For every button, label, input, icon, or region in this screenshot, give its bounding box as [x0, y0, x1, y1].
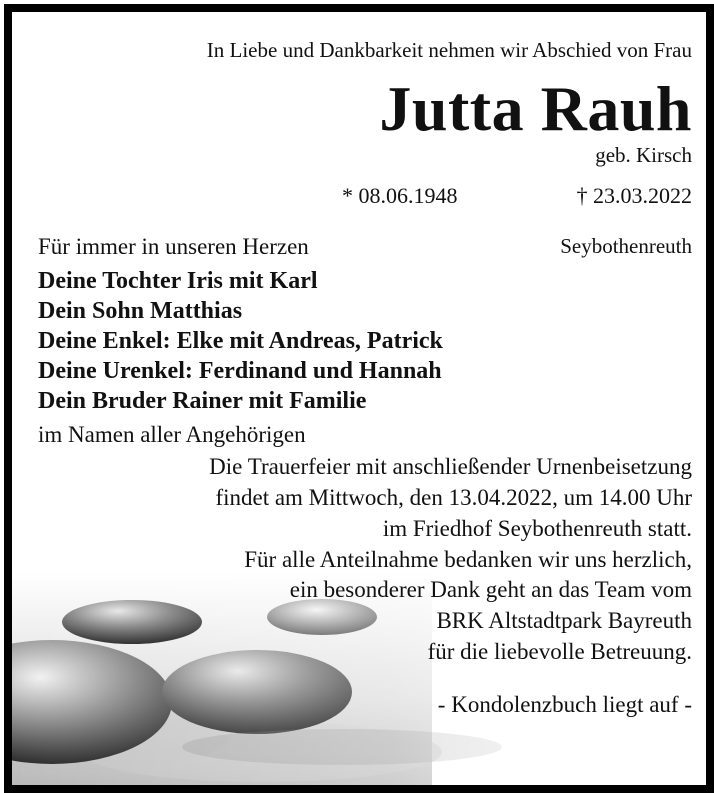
maiden-name: geb. Kirsch — [595, 143, 692, 167]
intro-text: In Liebe und Dankbarkeit nehmen wir Abschied von Frau — [206, 38, 692, 62]
birth-date: * 08.06.1948 — [342, 183, 458, 208]
thanks-line: BRK Altstadtpark Bayreuth — [436, 608, 692, 633]
service-info-line: im Friedhof Seybothenreuth statt. — [382, 516, 692, 541]
relative-line: Dein Sohn Matthias — [38, 298, 243, 324]
motto-text: Für immer in unseren Herzen — [38, 234, 309, 259]
thanks-line: ein besonderer Dank geht an das Team vom — [289, 577, 692, 602]
place-name: Seybothenreuth — [560, 234, 692, 258]
relative-line: Deine Enkel: Elke mit Andreas, Patrick — [38, 328, 443, 354]
death-date: † 23.03.2022 — [576, 183, 692, 208]
deceased-name: Jutta Rauh — [379, 73, 692, 144]
thanks-line: Für alle Anteilnahme bedanken wir uns herzlich, — [244, 547, 692, 572]
relative-line: Deine Urenkel: Ferdinand und Hannah — [38, 358, 442, 384]
on-behalf-text: im Namen aller Angehörigen — [38, 422, 306, 447]
condolence-book-note: - Kondolenzbuch liegt auf - — [437, 692, 692, 717]
relative-line: Dein Bruder Rainer mit Familie — [38, 388, 367, 414]
obituary-notice — [4, 4, 714, 793]
relative-line: Deine Tochter Iris mit Karl — [38, 268, 318, 294]
service-info-line: Die Trauerfeier mit anschließender Urnenbeisetzung — [209, 454, 692, 479]
thanks-line: für die liebevolle Betreuung. — [427, 639, 692, 664]
service-info-line: findet am Mittwoch, den 13.04.2022, um 14.00 Uhr — [215, 485, 692, 510]
